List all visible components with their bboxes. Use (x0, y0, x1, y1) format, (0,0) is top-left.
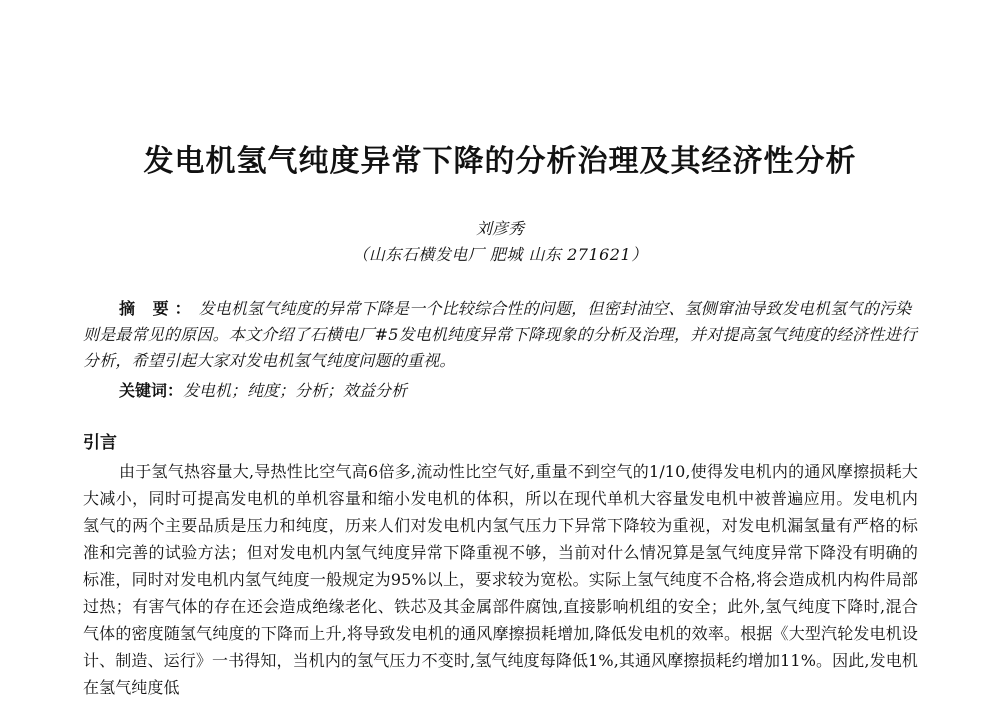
keywords-label: 关键词： (119, 381, 184, 400)
abstract (83, 296, 918, 374)
section-heading-introduction: 引言 (83, 433, 117, 453)
author-name: 刘彦秀 (475, 219, 524, 238)
author-affiliation: （山东石横发电厂 肥城 山东 271621） (352, 245, 648, 264)
abstract-label: 摘 要： (119, 299, 197, 318)
keywords (83, 378, 918, 404)
introduction-paragraph: 由于氢气热容量大,导热性比空气高6倍多,流动性比空气好,重量不到空气的1/10,使得发电机内的通风摩擦损耗大大减小，同时可提高发电机的单机容量和缩小发电机的体积，所以在现代单机大容量发电机中被普遍应用。发电机内氢气的两个主要品质是压力和纯度，历来人们对发电机内氢气压力下异常下降较为重视，对发电机漏氢量有严格的标准和完善的试验方法；但对发电机内氢气纯度异常下降重视不够，当前对什么情况算是氢气纯度异常下降没有明确的标准，同时对发电机内氢气纯度一般规定为95%以上，要求较为宽松。实际上氢气纯度不合格,将会造成机内构件局部过热；有害气体的存在还会造成绝缘老化、铁芯及其金属部件腐蚀,直接影响机组的安全；此外,氢气纯度下降时,混合气体的密度随氢气纯度的下降而上升,将导致发电机的通风摩擦损耗增加,降低发电机的效率。根据《大型汽轮发电机设计、制造、运行》一书得知，当机内的氢气压力不变时,氢气纯度每降低1%,其通风摩擦损耗约增加11%。因此,发电机在氢气纯度低 (83, 462, 918, 697)
abstract-text: 发电机氢气纯度的异常下降是一个比较综合性的问题，但密封油空、氢侧窜油导致发电机氢气的污染则是最常见的原因。本文介绍了石横电厂#5发电机纯度异常下降现象的分析及治理，并对提高氢气纯度的经济性进行分析，希望引起大家对发电机氢气纯度问题的重视。 (83, 299, 917, 370)
paper-title: 发电机氢气纯度异常下降的分析治理及其经济性分析 (143, 144, 857, 179)
keywords-text: 发电机；纯度；分析；效益分析 (183, 381, 408, 400)
